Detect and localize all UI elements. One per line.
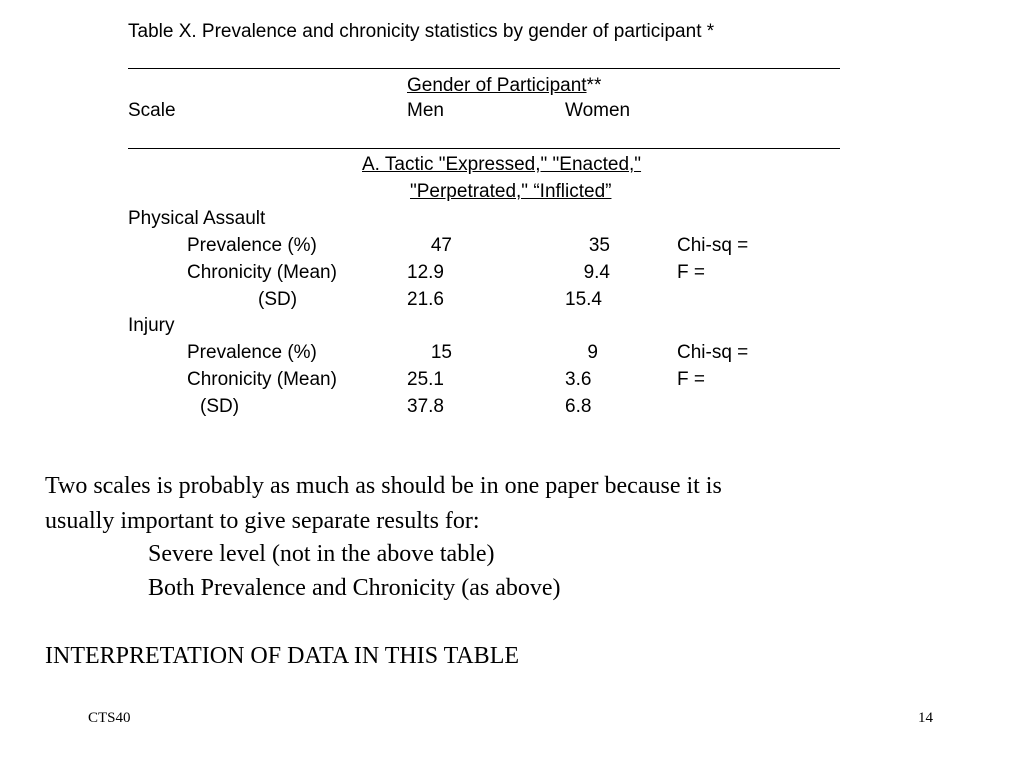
cell-stat: F = (677, 262, 705, 283)
gender-header-suffix: ** (586, 75, 602, 96)
list-item: Both Prevalence and Chronicity (as above) (148, 575, 561, 601)
cell-men: 15 (430, 342, 452, 363)
cell-women: 3.6 (565, 369, 592, 390)
cell-men: 25.1 (407, 369, 444, 390)
table-rule-top (128, 68, 840, 69)
cell-stat: Chi-sq = (677, 235, 749, 256)
paragraph-line-2: usually important to give separate results for: (45, 508, 480, 534)
col-header-scale: Scale (128, 100, 176, 121)
row-label: Chronicity (Mean) (187, 262, 337, 283)
row-label: Chronicity (Mean) (187, 369, 337, 390)
group-name-injury: Injury (128, 315, 175, 336)
cell-men: 37.8 (407, 396, 444, 417)
cell-women: 9 (587, 342, 598, 363)
cell-men: 12.9 (407, 262, 444, 283)
footer-label: CTS40 (88, 710, 131, 726)
paragraph-line-1: Two scales is probably as much as should be in one paper because it is (45, 473, 722, 499)
gender-header-text: Gender of Participant (407, 75, 587, 96)
cell-women: 35 (588, 235, 610, 256)
cell-men: 21.6 (407, 289, 444, 310)
col-header-men: Men (407, 100, 444, 121)
interpretation-heading: INTERPRETATION OF DATA IN THIS TABLE (45, 643, 520, 669)
list-item: Severe level (not in the above table) (148, 541, 495, 567)
cell-stat: Chi-sq = (677, 342, 749, 363)
section-heading-line2: "Perpetrated," “Inflicted” (410, 181, 612, 202)
row-label: (SD) (200, 396, 240, 417)
row-label: Prevalence (%) (187, 342, 317, 363)
page-number: 14 (918, 710, 933, 726)
row-label: (SD) (258, 289, 298, 310)
cell-men: 47 (430, 235, 452, 256)
row-label: Prevalence (%) (187, 235, 317, 256)
cell-stat: F = (677, 369, 705, 390)
section-heading-line1: A. Tactic "Expressed," "Enacted," (362, 154, 642, 175)
group-name-physical-assault: Physical Assault (128, 208, 266, 229)
table-title: Table X. Prevalence and chronicity statistics by gender of participant * (128, 21, 715, 42)
cell-women: 9.4 (583, 262, 610, 283)
cell-women: 6.8 (565, 396, 592, 417)
table-rule-header (128, 148, 840, 149)
cell-women: 15.4 (565, 289, 602, 310)
gender-header (407, 76, 601, 95)
col-header-women: Women (565, 100, 631, 121)
